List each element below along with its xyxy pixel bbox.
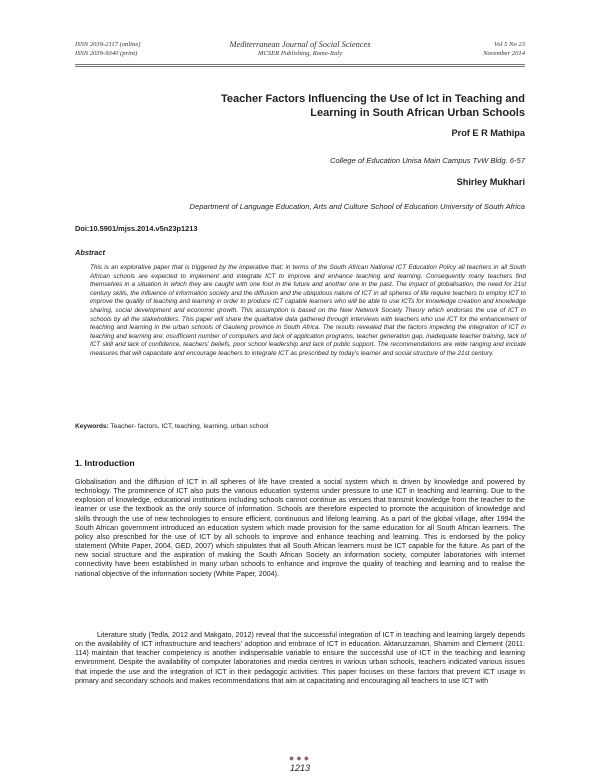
journal-block [75, 40, 525, 58]
issn-print: ISSN 2039-9340 (print) [75, 50, 138, 57]
author-2-affiliation: Department of Language Education, Arts and Culture School of Education University of South Africa [189, 202, 525, 211]
doi: Doi:10.5901/mjss.2014.v5n23p1213 [75, 224, 198, 233]
running-header [75, 40, 525, 66]
paper-title [110, 92, 525, 120]
author-1-affiliation: College of Education Unisa Main Campus TvW Bldg. 6-57 [330, 156, 525, 165]
author-1-name: Prof E R Mathipa [451, 128, 525, 138]
author-2-name: Shirley Mukhari [456, 177, 525, 187]
keywords-list: Teacher- factors, ICT, teaching, learning, urban school [108, 423, 269, 430]
volume: Vol 5 No 23 [494, 41, 525, 48]
volume-block [483, 40, 525, 58]
issn-online: ISSN 2039-2117 (online) [75, 41, 141, 48]
paper-title-line-1: Teacher Factors Influencing the Use of Ict in Teaching and [221, 93, 525, 105]
abstract-text: This is an explorative paper that is triggered by the imperative that; in terms of the South African National ICT Education Policy all teachers in all South African schools are expected to implement and integrate ICT to improve and enhance teaching and learning. Consequently many teachers find themselves in a situation in which they are caught with one foot in the future and another one in the past. The impact of globalisation, the need for 21st century skills, the influence of information society and the diffusion and the ubiquitous nature of ICT in all spheres of life require teachers to employ ICT to improve the quality of teaching and learning in order to produce ICT capable learners who will be able to use ICTs for knowledge creation and knowledge sharing, social development and economic growth. This assumption is based on the New Network Society Theory which endorses the use of ICT in schools by all the stakeholders. This paper will share the qualitative data gathered through interviews with teachers who use ICT for the enhancement of teaching and learning in the urban schools of Gauteng province in South Africa. The results revealed that the factors impeding the integration of ICT in teaching and learning are: insufficient number of computers and lack of application programs, teacher generation gap, inadequate teacher training, lack of ICT skill and lack of confidence, teachers' beliefs, poor school leadership and lack of public support. The recommendations are wide ranging and include measures that will capacitate and encourage teachers to integrate ICT as prescribed by today's learner and social structure of the 21st century. [90, 264, 526, 357]
publisher: MCSER Publishing, Rome-Italy [257, 50, 343, 57]
abstract-heading: Abstract [75, 248, 105, 257]
header-rule-bottom [75, 66, 525, 67]
footer-dots: ●●● [288, 753, 312, 763]
section-heading-introduction: 1. Introduction [75, 458, 135, 468]
journal-name: Mediterranean Journal of Social Sciences [229, 40, 371, 49]
intro-paragraph-2: Literature study (Tedla, 2012 and Makgato, 2012) reveal that the successful integration of ICT in teaching and learning largely depends on the availability of ICT infrastructure and teachers' adoption and embrace of ICT in education. Aktaruzzaman, Shamim and Clement (2011: 114) maintain that teacher competency is another indispensable variable to ensure the successful use of ICT in the teaching and learning environment. Despite the availability of computer laboratories and media centres in various urban schools, teachers indicated various issues that impede the use and the integration of ICT in their pedagogic activities. This paper focuses on these factors that prevent ICT usage in primary and secondary schools and makes recommendations that aim at capacitating and encouraging all teachers to use ICT with [75, 631, 525, 685]
header-rule-top [75, 64, 525, 65]
keywords-label: Keywords: [75, 423, 109, 430]
page-number: 1213 [289, 763, 311, 773]
paper-title-line-2: Learning in South African Urban Schools [310, 107, 525, 119]
keywords [75, 423, 268, 430]
intro-paragraph-1: Globalisation and the diffusion of ICT in all spheres of life have created a social system which is driven by knowledge and powered by technology. The prominence of ICT also puts the various education systems under pressure to use ICT in teaching and learning. Due to the explosion of knowledge, educational institutions including schools cannot continue as venues that transmit knowledge from the teacher to the learner or use the textbook as the only source of information. Schools are therefore expected to promote the acquisition of knowledge and skills through the use of new technologies to ensure efficient, continuous and lifelong learning. As a part of the global village, after 1994 the South African government introduced an education system which made provision for the same education for all South African learners. The policy also prescribed for the use of ICT by all schools to improve and enhance teaching and learning. This is endorsed by the policy statement (White Paper, 2004, GED, 2007) which stipulates that all South African learners must be ICT capable for the future. As part of the new social structure and the aspiration of making the South African Society an information society, computer laboratories with internet connectivity have been established in many urban schools to enhance and improve the quality of teaching and learning and to realise the national objective of the information society (White Paper, 2004). [75, 478, 525, 578]
issue-date: November 2014 [483, 50, 525, 57]
